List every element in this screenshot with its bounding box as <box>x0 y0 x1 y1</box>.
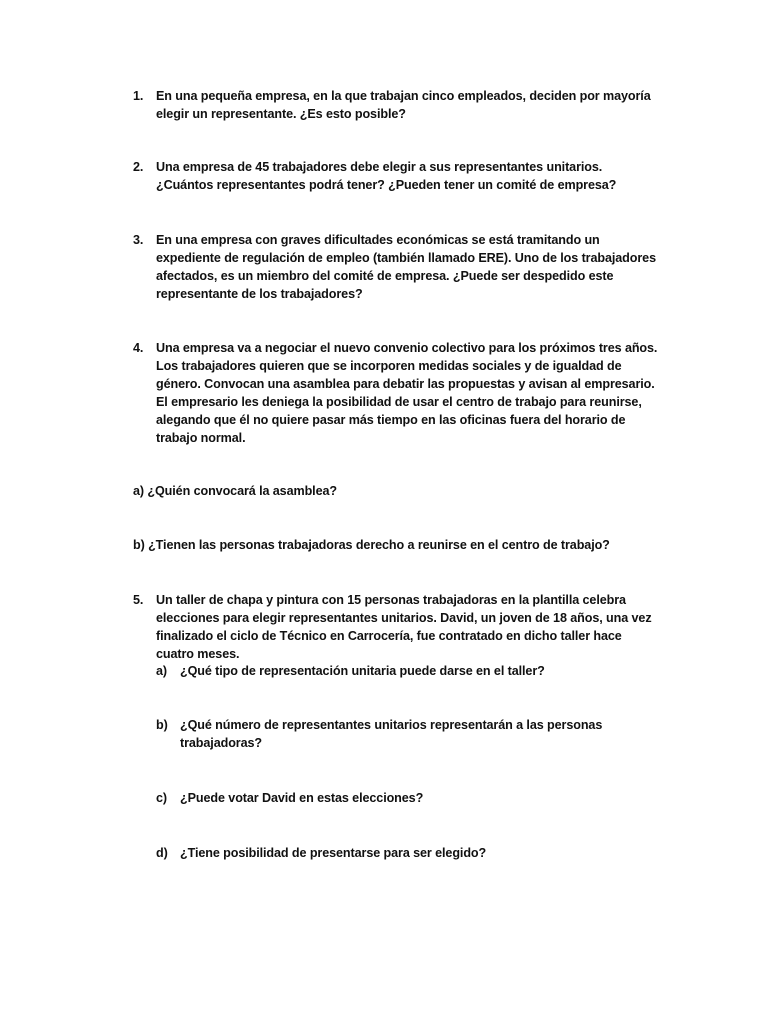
question-2-text: Una empresa de 45 trabajadores debe elegir a sus representantes unitarios. ¿Cuántos representantes podrá tener? ¿Pueden tener un comité de empresa? <box>156 160 617 192</box>
question-3-text: En una empresa con graves dificultades económicas se está tramitando un expediente de regulación de empleo (también llamado ERE). Uno de los trabajadores afectados, es un miembro del comité de empresa. ¿Puede ser despedido este representante de los trabajadores? <box>156 233 656 301</box>
question-5-part-d-letter: d) <box>156 846 168 860</box>
question-4-part-a-text: a) ¿Quién convocará la asamblea? <box>133 484 337 498</box>
question-3 <box>133 231 693 307</box>
question-5-part-c-letter: c) <box>156 791 167 805</box>
question-5-part-b-letter: b) <box>156 718 168 732</box>
question-3-number: 3. <box>133 233 144 247</box>
question-1 <box>133 87 693 127</box>
question-1-text: En una pequeña empresa, en la que trabajan cinco empleados, deciden por mayoría elegir un representante. ¿Es esto posible? <box>156 89 651 121</box>
question-4-part-b-text: b) ¿Tienen las personas trabajadoras derecho a reunirse en el centro de trabajo? <box>133 538 610 552</box>
question-5-part-b <box>156 716 696 754</box>
question-5-part-a <box>156 662 696 682</box>
question-5-number: 5. <box>133 593 144 607</box>
question-4-text: Una empresa va a negociar el nuevo convenio colectivo para los próximos tres años. Los trabajadores quieren que se incorporen medidas sociales y de igualdad de género. Convocan una asamblea para debatir las propuestas y avisan al empresario. El empresario les deniega la posibilidad de usar el centro de trabajo para reunirse, alegando que él no quiere pasar más tiempo en las oficinas fuera del horario de trabajo normal. <box>156 341 658 445</box>
question-4-number: 4. <box>133 341 144 355</box>
question-5 <box>133 591 693 667</box>
question-4-part-b <box>133 536 693 556</box>
question-5-part-a-letter: a) <box>156 664 167 678</box>
question-5-part-c <box>156 789 696 809</box>
question-5-part-c-text: ¿Puede votar David en estas elecciones? <box>180 791 424 805</box>
question-4-part-a <box>133 482 693 502</box>
question-5-part-a-text: ¿Qué tipo de representación unitaria puede darse en el taller? <box>180 664 545 678</box>
question-2 <box>133 158 693 198</box>
question-5-part-d-text: ¿Tiene posibilidad de presentarse para ser elegido? <box>180 846 487 860</box>
question-1-number: 1. <box>133 89 144 103</box>
question-5-part-b-text: ¿Qué número de representantes unitarios representarán a las personas trabajadoras? <box>180 718 603 750</box>
question-5-part-d <box>156 844 696 864</box>
question-5-text: Un taller de chapa y pintura con 15 personas trabajadoras en la plantilla celebra elecciones para elegir representantes unitarios. David, un joven de 18 años, una vez finalizado el ciclo de Técnico en Carrocería, fue contratado en dicho taller hace cuatro meses. <box>156 593 652 661</box>
question-4 <box>133 339 693 451</box>
question-2-number: 2. <box>133 160 144 174</box>
